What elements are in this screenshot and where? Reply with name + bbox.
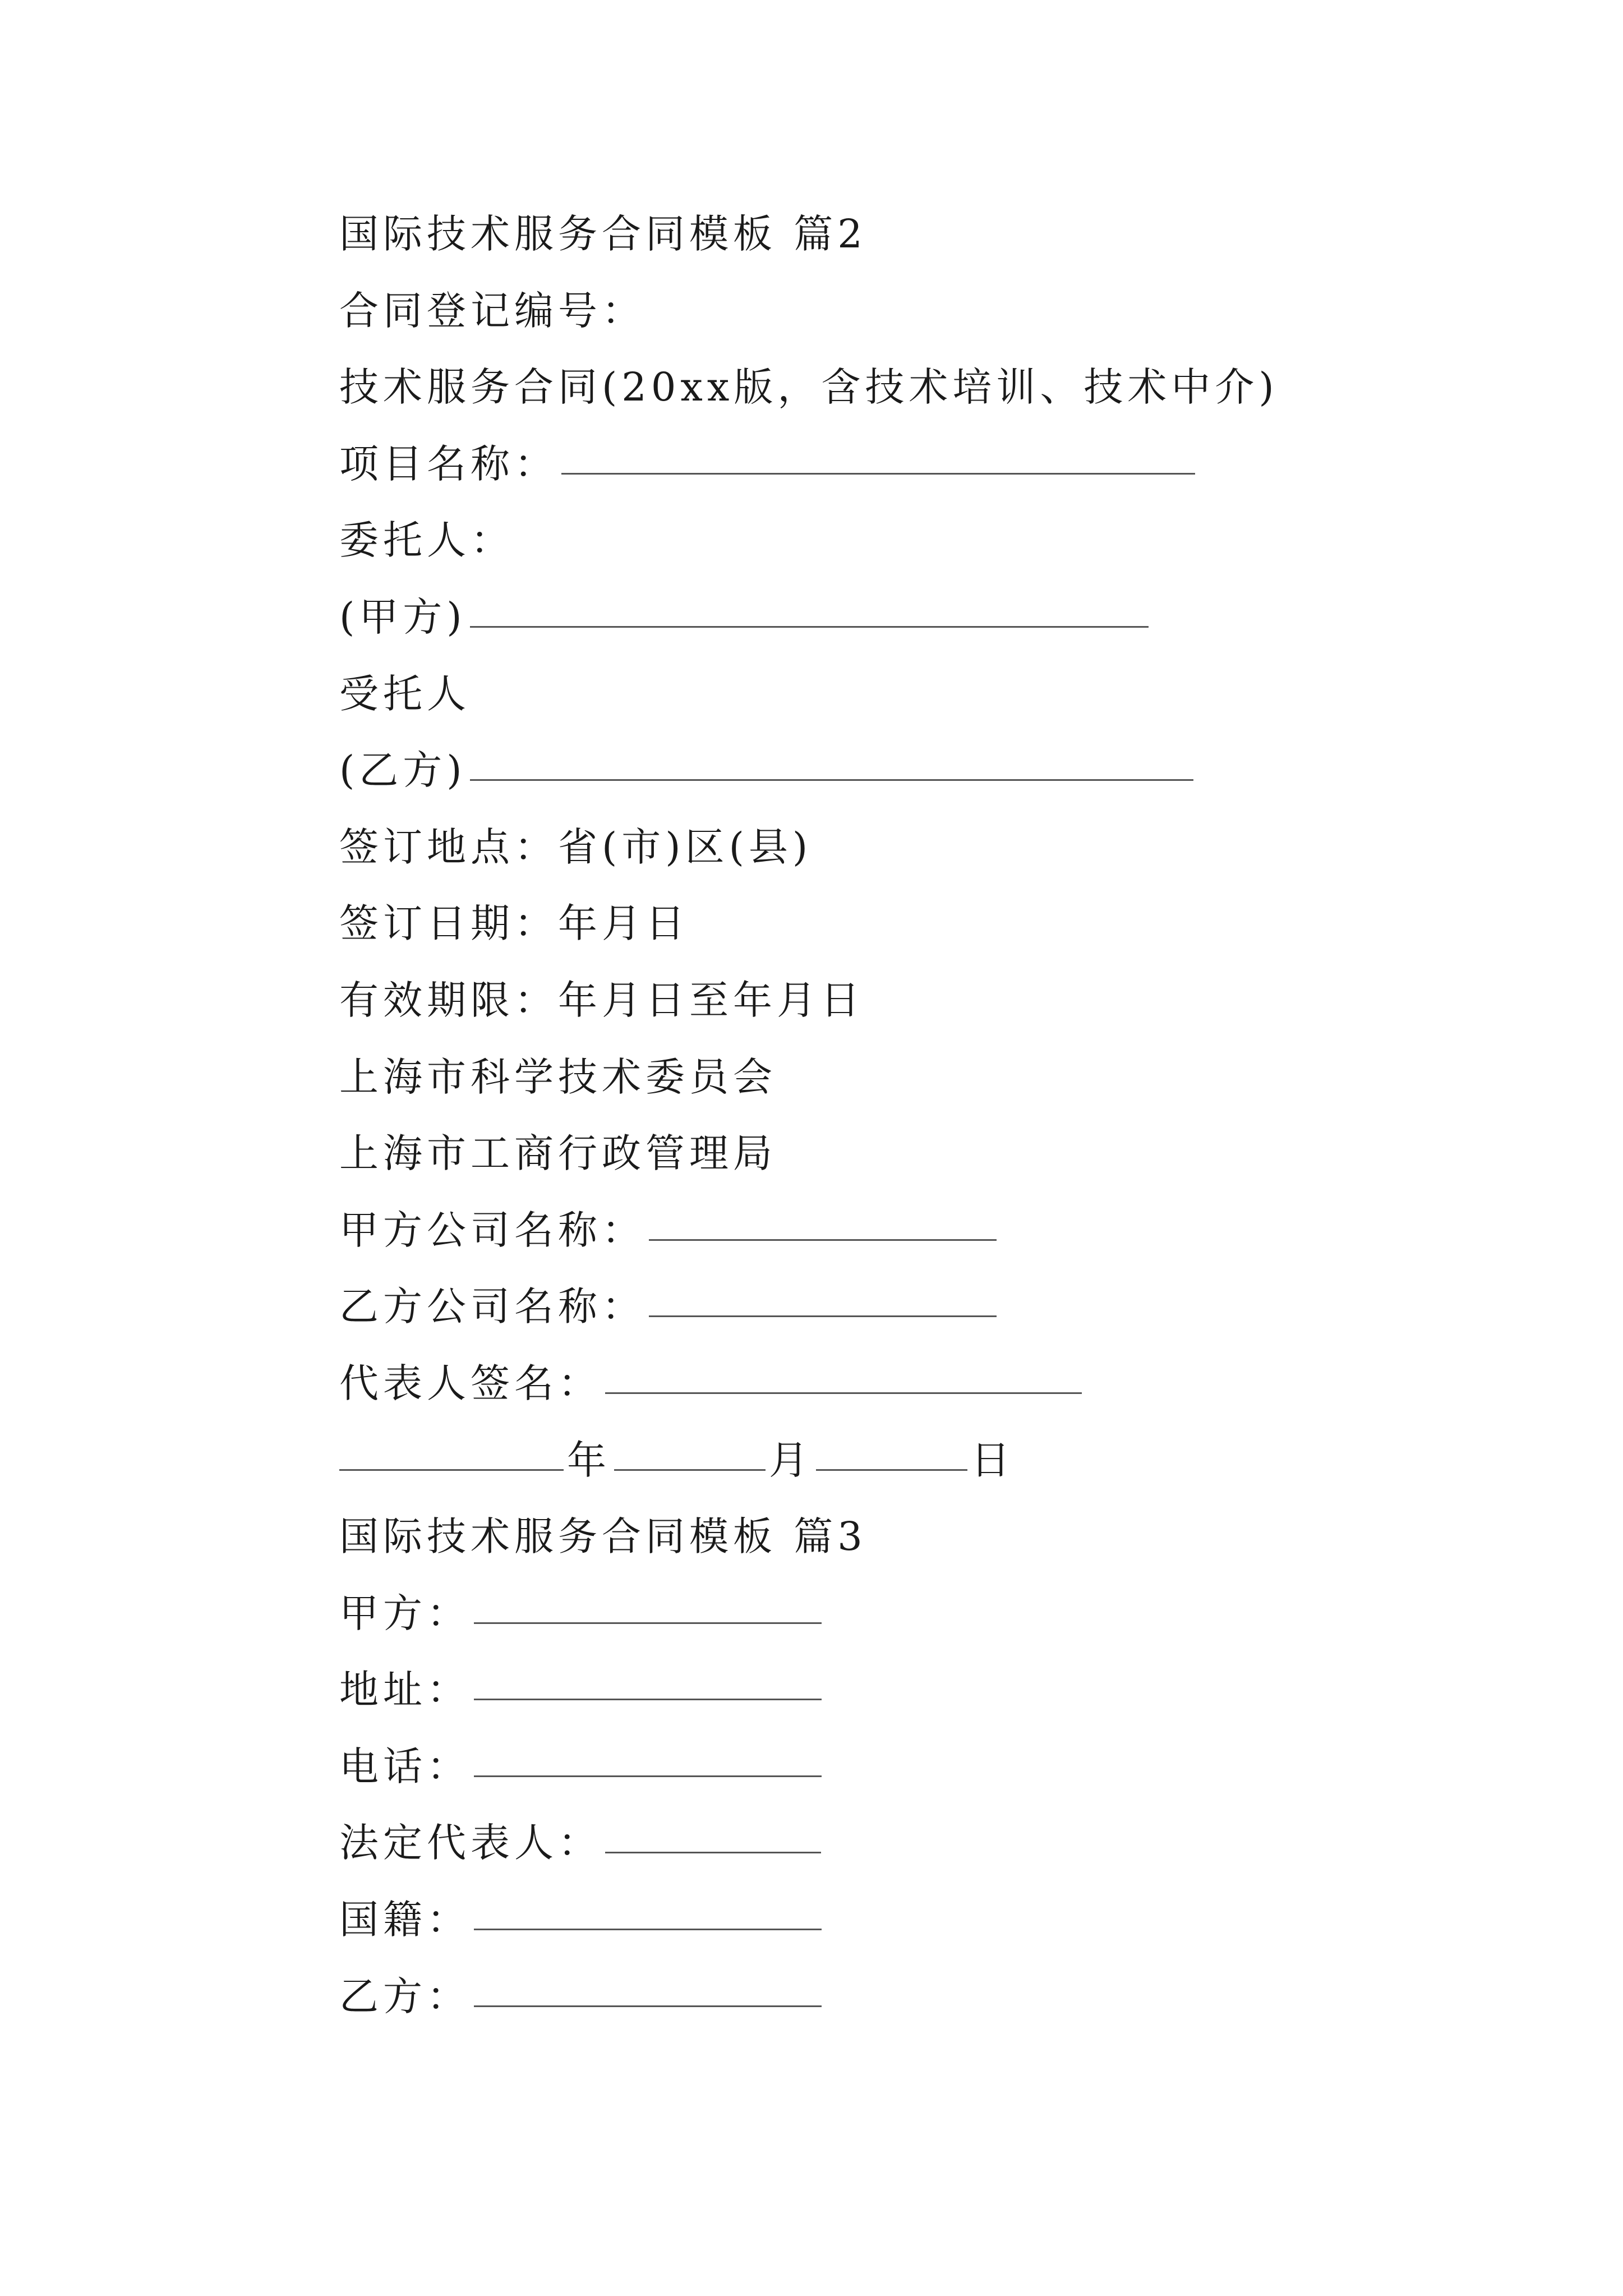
issuer-1-text: 上海市科学技术委员会 <box>339 1053 777 1100</box>
sign-date-text: 签订日期：年月日 <box>339 900 689 947</box>
registration-number-label: 合同登记编号： <box>339 287 645 334</box>
sign-place-text: 签订地点：省(市)区(县) <box>339 823 813 870</box>
nationality-blank <box>474 1896 822 1930</box>
party-a-blank <box>470 593 1149 628</box>
sign-place-row <box>339 823 1349 900</box>
rep-signature-blank <box>605 1360 1082 1394</box>
party-a-company-label: 甲方公司名称： <box>339 1207 645 1253</box>
legal-rep-blank <box>605 1819 821 1853</box>
phone-row <box>339 1743 1349 1820</box>
validity-text: 有效期限：年月日至年月日 <box>339 977 864 1023</box>
document-body <box>339 210 1349 2049</box>
party-a-label: 甲方： <box>339 1590 471 1636</box>
signature-date-row <box>339 1437 1349 1513</box>
legal-rep-row <box>339 1819 1349 1896</box>
month-label: 月 <box>769 1437 813 1483</box>
party-b-company-blank <box>649 1283 997 1317</box>
month-blank <box>614 1437 766 1471</box>
day-blank <box>816 1437 967 1471</box>
day-label: 日 <box>971 1437 1015 1483</box>
rep-signature-row <box>339 1360 1349 1437</box>
party-b-blank <box>470 747 1193 781</box>
party-b-info-blank <box>474 1973 822 2007</box>
party-a-info-row <box>339 1590 1349 1667</box>
party-a-paren-label: (甲方) <box>339 593 467 640</box>
party-a-row <box>339 593 1349 670</box>
trustee-label: 受托人 <box>339 670 471 717</box>
party-b-company-row <box>339 1283 1349 1360</box>
party-b-row <box>339 747 1349 823</box>
nationality-row <box>339 1896 1349 1973</box>
validity-row <box>339 977 1349 1053</box>
issuer-row-2 <box>339 1130 1349 1207</box>
rep-signature-label: 代表人签名： <box>339 1360 602 1406</box>
client-row <box>339 517 1349 593</box>
issuer-row-1 <box>339 1053 1349 1130</box>
project-name-blank <box>561 440 1195 475</box>
party-a-info-blank <box>474 1590 822 1624</box>
party-b-company-label: 乙方公司名称： <box>339 1283 645 1330</box>
issuer-2-text: 上海市工商行政管理局 <box>339 1130 777 1177</box>
phone-blank <box>474 1743 822 1777</box>
party-b-label: 乙方： <box>339 1973 471 2019</box>
address-blank <box>474 1666 822 1700</box>
registration-number-row <box>339 287 1349 364</box>
legal-rep-label: 法定代表人： <box>339 1820 602 1866</box>
party-a-company-blank <box>649 1207 997 1241</box>
project-name-row <box>339 440 1349 517</box>
project-name-label: 项目名称： <box>339 440 558 487</box>
party-b-paren-label: (乙方) <box>339 747 467 794</box>
client-label: 委托人： <box>339 517 514 564</box>
address-label: 地址： <box>339 1667 471 1713</box>
phone-label: 电话： <box>339 1743 471 1789</box>
contract-title: 技术服务合同(20xx版，含技术培训、技术中介) <box>339 364 1279 411</box>
nationality-label: 国籍： <box>339 1897 471 1943</box>
trustee-row <box>339 670 1349 747</box>
contract-title-row <box>339 364 1349 440</box>
address-row <box>339 1666 1349 1743</box>
section-heading-3 <box>339 1513 1349 1590</box>
section-heading-2 <box>339 210 1349 287</box>
year-blank <box>339 1437 564 1471</box>
party-b-info-row <box>339 1973 1349 2050</box>
year-label: 年 <box>567 1437 611 1483</box>
party-a-company-row <box>339 1207 1349 1283</box>
heading-text: 国际技术服务合同模板 篇3 <box>339 1513 867 1560</box>
sign-date-row <box>339 900 1349 977</box>
heading-text: 国际技术服务合同模板 篇2 <box>339 211 867 257</box>
